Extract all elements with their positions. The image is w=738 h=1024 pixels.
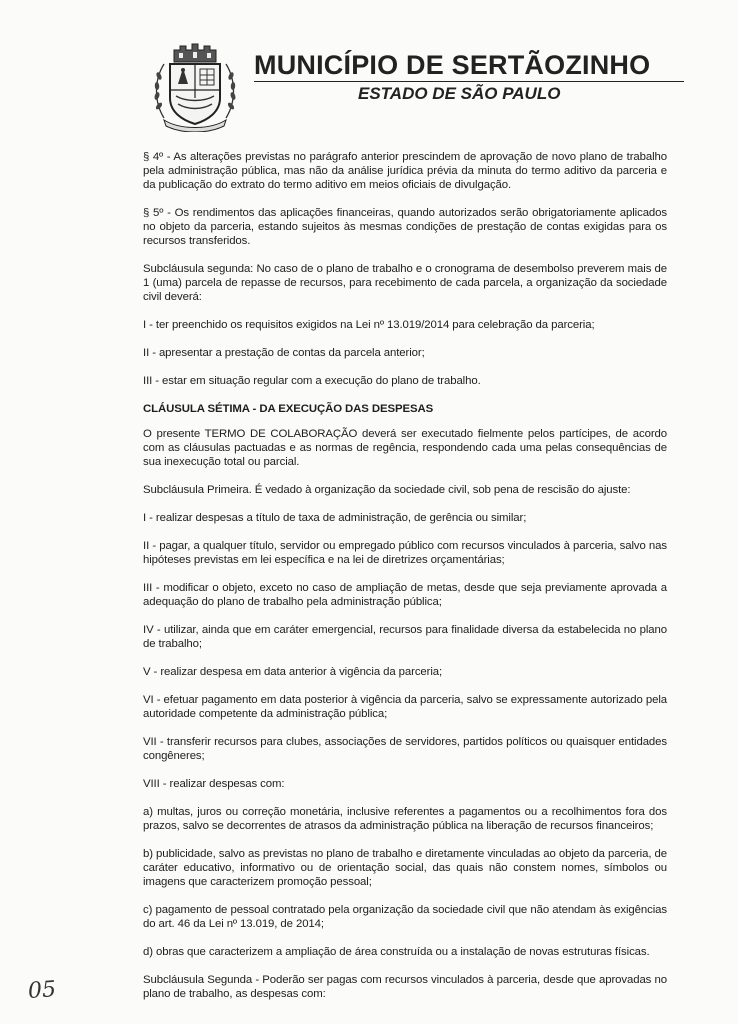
municipal-coat-of-arms-icon — [150, 40, 240, 132]
municipality-title: MUNICÍPIO DE SERTÃOZINHO — [254, 50, 651, 80]
document-body — [143, 150, 667, 1015]
list-item: VI - efetuar pagamento em data posterior à vigência da parceria, salvo se expressamente autorizado pela autoridade competente da administração pública; — [143, 694, 667, 720]
paragraph-clause-seven: O presente TERMO DE COLABORAÇÃO deverá ser executado fielmente pelos partícipes, de acordo com as cláusulas pactuadas e as normas de regência, respondendo cada uma pelas consequências de sua inexecução total ou parcial. — [143, 428, 667, 468]
list-subitem: a) multas, juros ou correção monetária, inclusive referentes a pagamentos ou a recolhimentos fora dos prazos, salvo se decorrentes de atrasos da administração pública na liberação de recursos financeiros; — [143, 806, 667, 832]
list-item: IV - utilizar, ainda que em caráter emergencial, recursos para finalidade diversa da estabelecida no plano de trabalho; — [143, 624, 667, 650]
paragraph-subclause-first: Subcláusula Primeira. É vedado à organização da sociedade civil, sob pena de rescisão do ajuste: — [143, 484, 631, 496]
state-subtitle: ESTADO DE SÃO PAULO — [358, 84, 561, 103]
paragraph-subclause-second-expenses: Subcláusula Segunda - Poderão ser pagas com recursos vinculados à parceria, desde que aprovadas no plano de trabalho, as despesas com: — [143, 974, 667, 1000]
paragraph-sec5: § 5º - Os rendimentos das aplicações financeiras, quando autorizados serão obrigatoriamente aplicados no objeto da parceria, estando sujeitos às mesmas condições de prestação de contas exigidas para os recursos transferidos. — [143, 207, 667, 247]
list-item: II - apresentar a prestação de contas da parcela anterior; — [143, 347, 425, 359]
list-item: VII - transferir recursos para clubes, associações de servidores, partidos políticos ou quaisquer entidades congêneres; — [143, 736, 667, 762]
list-subitem: b) publicidade, salvo as previstas no plano de trabalho e diretamente vinculadas ao objeto da parceria, de caráter educativo, informativo ou de orientação social, das quais não constem nomes, símbolos ou imagens que caracterizem promoção pessoal; — [143, 848, 667, 888]
list-item: III - estar em situação regular com a execução do plano de trabalho. — [143, 375, 481, 387]
list-item: V - realizar despesa em data anterior à vigência da parceria; — [143, 666, 443, 678]
title-underline — [254, 81, 684, 82]
list-item: I - ter preenchido os requisitos exigidos na Lei nº 13.019/2014 para celebração da parceria; — [143, 319, 595, 331]
list-item: II - pagar, a qualquer título, servidor ou empregado público com recursos vinculados à parceria, salvo nas hipóteses previstas em lei específica e na lei de diretrizes orçamentárias; — [143, 540, 667, 566]
list-item: III - modificar o objeto, exceto no caso de ampliação de metas, desde que seja previamente aprovada a adequação do plano de trabalho pela administração pública; — [143, 582, 667, 608]
list-item: I - realizar despesas a título de taxa de administração, de gerência ou similar; — [143, 512, 527, 524]
list-subitem: d) obras que caracterizem a ampliação de área construída ou a instalação de novas estruturas físicas. — [143, 946, 650, 958]
paragraph-subclause-second: Subcláusula segunda: No caso de o plano de trabalho e o cronograma de desembolso preverem mais de 1 (uma) parcela de repasse de recursos, para recebimento de cada parcela, a organização da sociedade civil deverá: — [143, 263, 667, 303]
letterhead — [0, 0, 738, 140]
clause-seven-heading: CLÁUSULA SÉTIMA - DA EXECUÇÃO DAS DESPESAS — [143, 403, 434, 415]
handwritten-page-number: 05 — [27, 977, 57, 1004]
paragraph-sec4: § 4º - As alterações previstas no parágrafo anterior prescindem de aprovação de novo plano de trabalho pela administração pública, mas não da análise jurídica prévia da minuta do termo aditivo da parceria e da publicação do extrato do termo aditivo em meios oficiais de divulgação. — [143, 151, 667, 191]
list-item: VIII - realizar despesas com: — [143, 778, 285, 790]
list-subitem: c) pagamento de pessoal contratado pela organização da sociedade civil que não atendam às exigências do art. 46 da Lei nº 13.019, de 2014; — [143, 904, 667, 930]
